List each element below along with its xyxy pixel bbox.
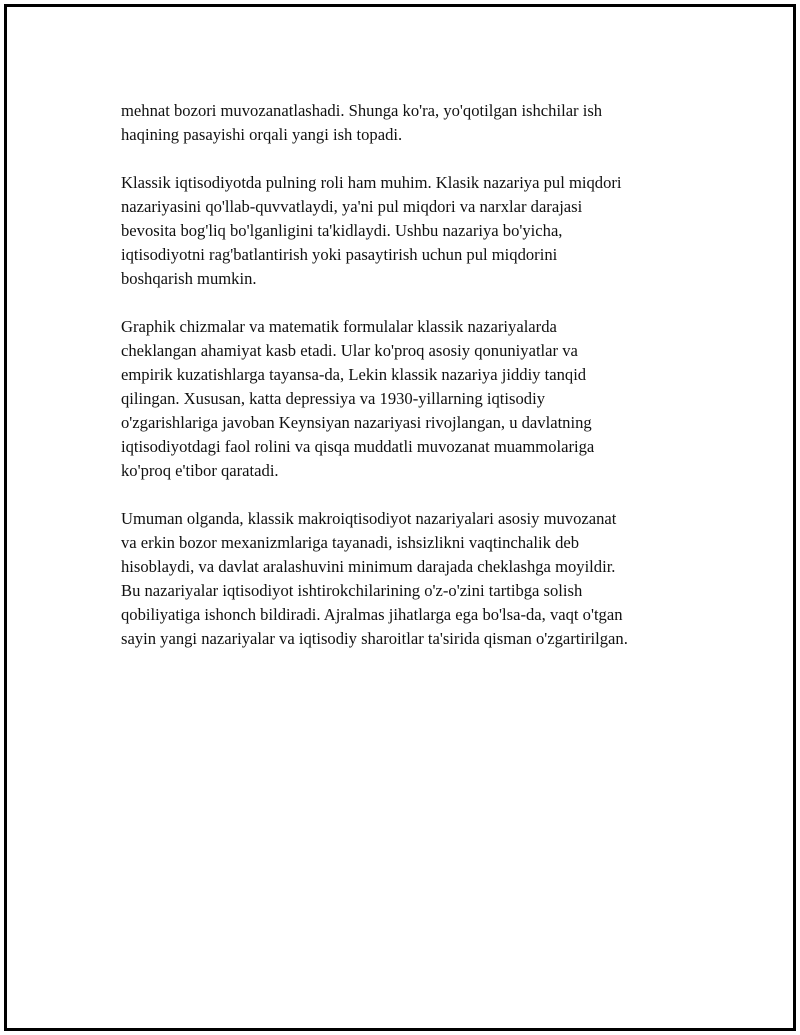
- paragraph-3: Graphik chizmalar va matematik formulalar klassik nazariyalarda cheklangan ahamiyat kasb etadi. Ular ko'proq asosiy qonuniyatlar va empirik kuzatishlarga tayansa-da, Lekin klassik nazariya jiddiy tanqid qilingan. Xususan, katta depressiya va 1930-yillarning iqtisodiy o'zgarishlariga javoban Keynsiyan nazariyasi rivojlangan, u davlatning iqtisodiyotdagi faol rolini va qisqa muddatli muvozanat muammolariga ko'proq e'tibor qaratadi.: [121, 317, 595, 480]
- page-content: [121, 99, 691, 675]
- paragraph-2: Klassik iqtisodiyotda pulning roli ham muhim. Klasik nazariya pul miqdori nazariyasini qo'llab-quvvatlaydi, ya'ni pul miqdori va narxlar darajasi bevosita bog'liq bo'lganligini ta'kidlaydi. Ushbu nazariya bo'yicha, iqtisodiyotni rag'batlantirish yoki pasaytirish uchun pul miqdorini boshqarish mumkin.: [121, 173, 622, 288]
- paragraph-1: mehnat bozori muvozanatlashadi. Shunga ko'ra, yo'qotilgan ishchilar ish haqining pasayishi orqali yangi ish topadi.: [121, 101, 603, 144]
- paragraph-4: Umuman olganda, klassik makroiqtisodiyot nazariyalari asosiy muvozanat va erkin bozor mexanizmlariga tayanadi, ishsizlikni vaqtinchalik deb hisoblaydi, va davlat aralashuvini minimum darajada cheklashga moyildir. Bu nazariyalar iqtisodiyot ishtirokchilarining o'z-o'zini tartibga solish qobiliyatiga ishonch bildiradi. Ajralmas jihatlarga ega bo'lsa-da, vaqt o'tgan sayin yangi nazariyalar va iqtisodiy sharoitlar ta'sirida qisman o'zgartirilgan.: [121, 509, 628, 648]
- page-frame: [4, 4, 796, 1031]
